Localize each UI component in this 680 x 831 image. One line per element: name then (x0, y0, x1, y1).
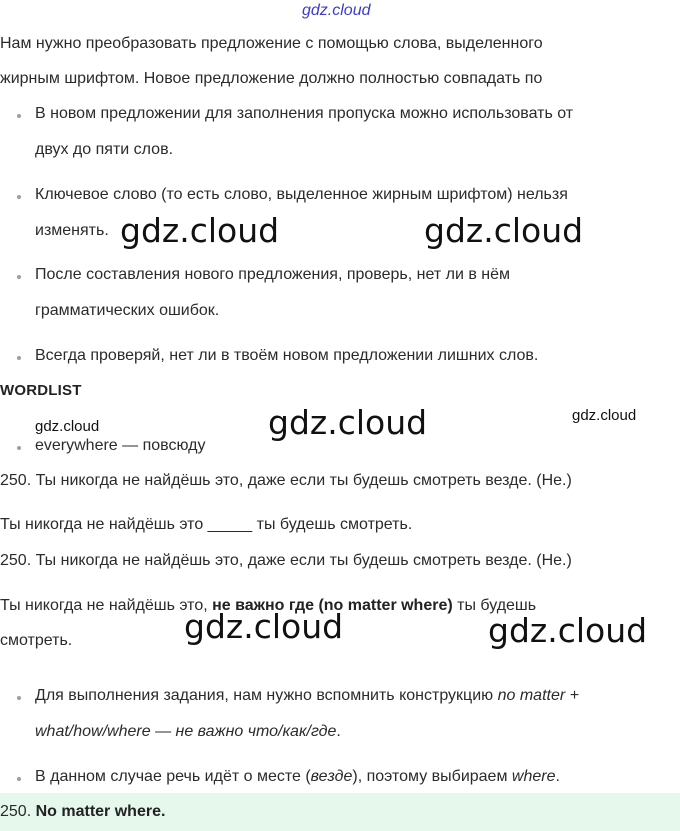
rule-2-line-1: Ключевое слово (то есть слово, выделенное жирным шрифтом) нельзя (35, 186, 568, 203)
explanation-text: . (336, 723, 341, 740)
intro-line-1: Нам нужно преобразовать предложение с помощью слова, выделенного (0, 35, 543, 52)
answer-number: 250. (0, 803, 32, 820)
bullet-icon (17, 777, 21, 781)
rule-1-line-2: двух до пяти слов. (35, 141, 174, 158)
watermark: gdz.cloud (572, 407, 637, 424)
wordlist-heading: WORDLIST (0, 382, 82, 399)
explanation-1-line-1 (35, 687, 579, 705)
explanation-italic: where (511, 768, 556, 785)
solution-bold-phrase: не важно где (no matter where) (212, 597, 453, 614)
rule-2-line-2: изменять. (35, 222, 109, 239)
intro-line-2: жирным шрифтом. Новое предложение должно полностью совпадать по (0, 70, 543, 87)
solution-sentence: 250. Ты никогда не найдёшь это, даже если ты будешь смотреть везде. (Не.) (0, 552, 572, 569)
bullet-icon (17, 356, 21, 360)
explanation-italic: what/how/where — не важно что/как/где (35, 723, 337, 740)
answer-text: No matter where. (35, 803, 166, 820)
rule-1-line-1: В новом предложении для заполнения пропуска можно использовать от (35, 105, 574, 122)
watermark: gdz.cloud (184, 607, 344, 646)
rule-3-line-1: После составления нового предложения, проверь, нет ли в нём (35, 266, 511, 283)
watermark: gdz.cloud (488, 611, 648, 650)
bullet-icon (17, 195, 21, 199)
watermark: gdz.cloud (120, 211, 280, 250)
task-sentence: 250. Ты никогда не найдёшь это, даже если ты будешь смотреть везде. (Не.) (0, 472, 572, 489)
watermark: gdz.cloud (268, 403, 428, 442)
wordlist-item: everywhere — повсюду (35, 437, 206, 454)
solution-post: ты будешь (452, 597, 537, 614)
watermark: gdz.cloud (35, 418, 100, 435)
explanation-italic: везде (310, 768, 353, 785)
task-gap-sentence: Ты никогда не найдёшь это _____ ты будешь смотреть. (0, 516, 413, 533)
rule-4-line-1: Всегда проверяй, нет ли в твоём новом предложении лишних слов. (35, 347, 539, 364)
answer-line (0, 803, 165, 821)
explanation-text: Для выполнения задания, нам нужно вспомнить конструкцию (35, 687, 498, 704)
watermark: gdz.cloud (424, 211, 584, 250)
watermark-top: gdz.cloud (302, 2, 371, 19)
solution-line-2: смотреть. (0, 632, 73, 649)
explanation-italic: no matter + (497, 687, 579, 704)
explanation-1-line-2 (35, 723, 341, 741)
bullet-icon (17, 275, 21, 279)
explanation-text: ), поэтому выбираем (352, 768, 512, 785)
explanation-text: . (555, 768, 560, 785)
explanation-text: В данном случае речь идёт о месте ( (35, 768, 311, 785)
bullet-icon (17, 446, 21, 450)
explanation-2-line-1 (35, 768, 560, 786)
rule-3-line-2: грамматических ошибок. (35, 302, 220, 319)
bullet-icon (17, 114, 21, 118)
bullet-icon (17, 696, 21, 700)
solution-pre: Ты никогда не найдёшь это, (0, 597, 213, 614)
